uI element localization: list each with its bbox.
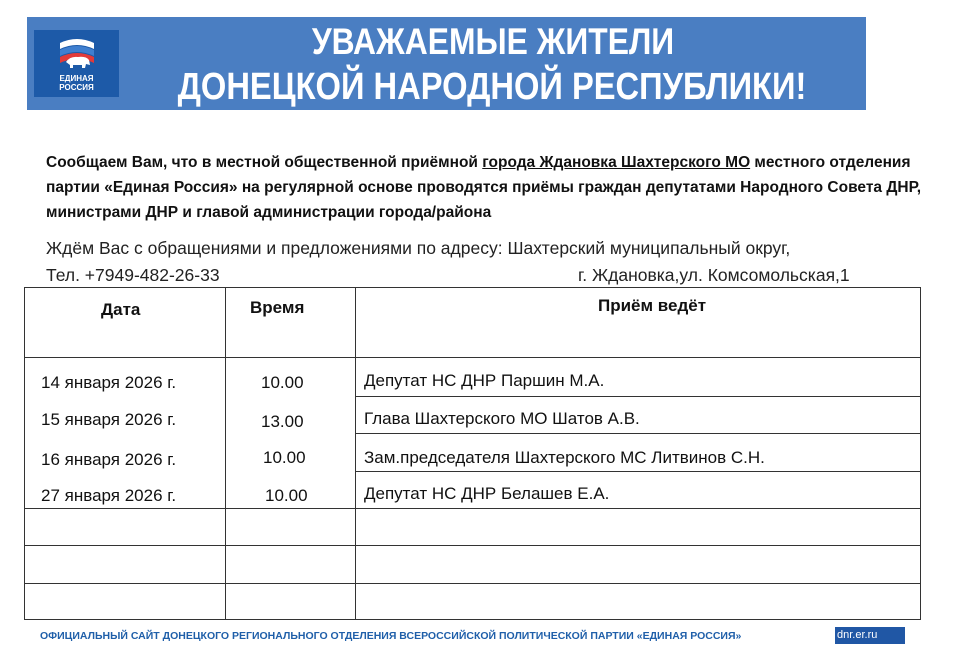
schedule-table [24,287,921,620]
row-4-host: Депутат НС ДНР Белашев Е.А. [364,484,610,503]
intro-paragraph [46,150,926,225]
address-line: Ждём Вас с обращениями и предложениями по адресу: Шахтерский муниципальный округ, [46,238,791,258]
row-divider [355,396,920,397]
row-1-host: Депутат НС ДНР Паршин М.А. [364,371,605,390]
row-2-date: 15 января 2026 г. [41,410,177,429]
intro-part2: местного отделения партии «Единая Россия» на регулярной основе проводятся приёмы граждан депутатами Народного Совета ДНР, министрами ДНР и главой администрации города/района [46,154,922,221]
row-2-host: Глава Шахтерского МО Шатов А.В. [364,409,640,428]
logo-text-line2: РОССИЯ [59,83,94,92]
row-divider [355,433,920,434]
row-3-date: 16 января 2026 г. [41,450,177,469]
row-1-date: 14 января 2026 г. [41,373,177,392]
banner-title-line2: ДОНЕЦКОЙ НАРОДНОЙ РЕСПУБЛИКИ! [177,66,807,108]
row-4-time: 10.00 [265,486,308,505]
street-address: г. Ждановка,ул. Комсомольская,1 [578,265,850,285]
row-2-time: 13.00 [261,412,304,431]
row-divider [25,357,920,358]
row-4-date: 27 января 2026 г. [41,486,177,505]
row-3-time: 10.00 [263,448,306,467]
phone-number: Тел. +7949-482-26-33 [46,265,220,285]
logo-text-line1: ЕДИНАЯ [59,74,94,83]
bear-flag-logo-icon [56,35,98,73]
row-divider [25,545,920,546]
row-1-time: 10.00 [261,373,304,392]
row-3-host: Зам.председателя Шахтерского МС Литвинов С.Н. [364,448,765,467]
header-time: Время [250,298,305,317]
row-divider [25,583,920,584]
footer-caption: ОФИЦИАЛЬНЫЙ САЙТ ДОНЕЦКОГО РЕГИОНАЛЬНОГО ОТДЕЛЕНИЯ ВСЕРОССИЙСКОЙ ПОЛИТИЧЕСКОЙ ПАРТИИ «ЕДИНАЯ РОССИЯ» [40,630,742,642]
intro-part1: Сообщаем Вам, что в местной общественной приёмной [46,154,483,171]
header-date: Дата [101,300,141,319]
row-divider [25,508,920,509]
column-divider [225,288,226,619]
intro-location: города Ждановка Шахтерского МО [482,154,751,171]
row-divider [355,471,920,472]
party-logo [34,30,119,97]
column-divider [355,288,356,619]
header-host: Приём ведёт [598,296,707,315]
footer-site-link[interactable]: dnr.er.ru [835,627,905,644]
banner-title-line1: УВАЖАЕМЫЕ ЖИТЕЛИ [311,21,675,62]
